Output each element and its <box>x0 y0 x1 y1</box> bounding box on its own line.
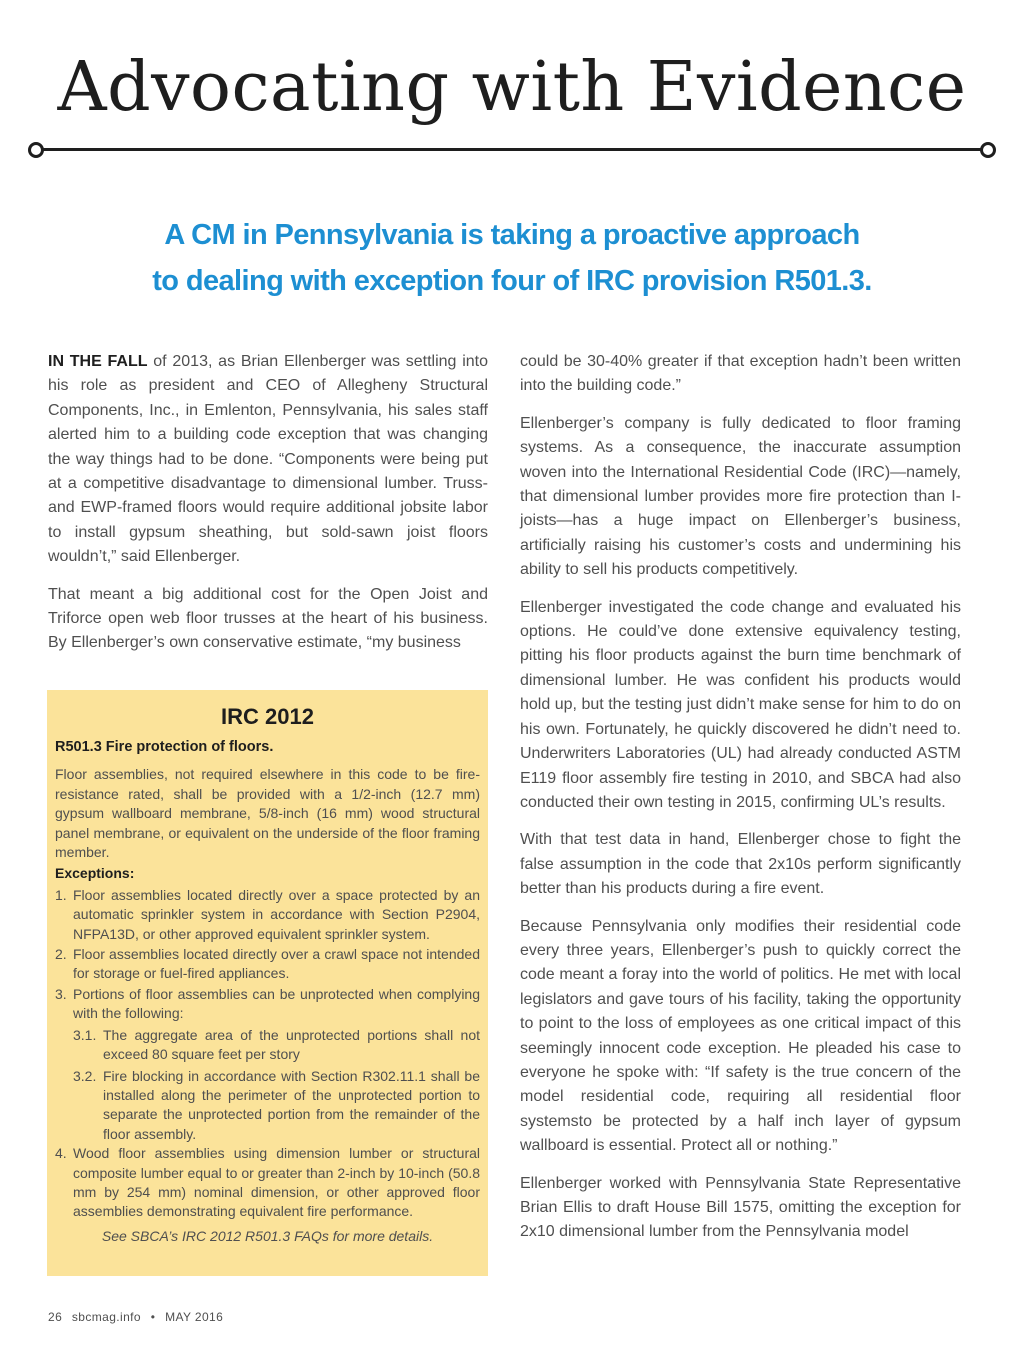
exception-number: 3. <box>55 985 67 1002</box>
right-paragraph-6: Ellenberger worked with Pennsylvania State Representative Brian Ellis to draft House Bill 1575, omitting the exception for 2x10 dimensional lumber from the Pennsylvania model <box>520 1174 961 1241</box>
footer-site: sbcmag.info <box>71 1310 141 1324</box>
article-deck <box>60 212 964 304</box>
sidebar-subtitle: R501.3 Fire protection of floors. <box>55 739 274 755</box>
right-paragraph-4: With that test data in hand, Ellenberger chose to fight the false assumption in the code that 2x10s perform significantly better than his products during a fire event. <box>520 831 961 898</box>
exceptions-list <box>55 886 480 1222</box>
irc-sidebar <box>47 690 488 1276</box>
sidebar-footnote: See SBCA’s IRC 2012 R501.3 FAQs for more details. <box>101 1227 434 1244</box>
exception-sublist <box>55 1026 480 1144</box>
exception-text: Wood floor assemblies using dimension lumber or structural composite lumber equal to or greater than 2-inch by 10-inch (50.8 mm by 254 mm) nominal dimension, or other approved floor assemblies demonstrating equivalent fire performance. <box>73 1145 480 1220</box>
exception-item <box>55 1144 480 1222</box>
footer-separator: • <box>150 1310 156 1324</box>
exception-item <box>55 945 480 984</box>
page-footer <box>48 1310 229 1324</box>
deck-line-1: A CM in Pennsylvania is taking a proactive approach <box>164 219 860 251</box>
exception-number: 4. <box>55 1145 67 1162</box>
exception-subtext: The aggregate area of the unprotected portions shall not exceed 80 square feet per story <box>103 1026 480 1063</box>
exception-subitem <box>73 1067 480 1145</box>
exception-item <box>55 886 480 944</box>
exceptions-label: Exceptions: <box>55 865 135 882</box>
right-paragraph-5: Because Pennsylvania only modifies their residential code every three years, Ellenberger’s push to quickly correct the code meant a foray into the world of politics. He met with local legislators and gave tours of his facility, taking the opportunity to point to the loss of employees as one critical impact of this seemingly innocent code exception. He pleaded his case to everyone he spoke with: “If safety is the true concern of the model residential code, requiring all residential floor systemsto be protected by a half inch layer of gypsum wallboard is essential. Protect all or nothing.” <box>520 917 961 1155</box>
lead-in: IN THE FALL <box>48 353 148 370</box>
exception-number: 1. <box>55 886 67 903</box>
left-paragraph-1 <box>48 350 488 570</box>
right-column <box>520 350 961 1258</box>
exception-text: Floor assemblies located directly over a crawl space not intended for storage or fuel-fired appliances. <box>73 946 480 982</box>
exception-subnumber: 3.2. <box>73 1067 97 1084</box>
left-paragraph-1-text: of 2013, as Brian Ellenberger was settling into his role as president and CEO of Allegheny Structural Components, Inc., in Emlenton, Pennsylvania, his sales staff alerted him to a building code exception that was changing the way things had to be done. “Components were being put at a competitive disadvantage to dimensional lumber. Truss- and EWP-framed floors would require additional jobsite labor to install gypsum sheathing, but sold-sawn joist floors wouldn’t,” said Ellenberger. <box>48 353 488 566</box>
right-paragraph-3: Ellenberger investigated the code change and evaluated his options. He could’ve done extensive equivalency testing, pitting his floor products against the burn time benchmark of dimensional lumber. He was confident his products would hold up, but the testing just didn’t make sense for him to do on his own. Fortunately, he quickly discovered he didn’t need to. Underwriters Laboratories (UL) had already conducted ASTM E119 floor assembly fire testing in 2010, and SBCA had also conducted their own testing in 2015, confirming UL’s results. <box>520 598 961 811</box>
title-divider <box>28 140 996 160</box>
exception-subtext: Fire blocking in accordance with Section R302.11.1 shall be installed along the perimeter of the unprotected portion to separate the unprotected portion from the remainder of the floor assembly. <box>103 1067 480 1142</box>
right-paragraph-2: Ellenberger’s company is fully dedicated to floor framing systems. As a consequence, the inaccurate assumption woven into the International Residential Code (IRC)—namely, that dimensional lumber provides more fire protection than I-joists—has a huge impact on Ellenberger’s business, artificially raising his customer’s costs and undermining his ability to sell his products competitively. <box>520 414 961 579</box>
deck-line-2: to dealing with exception four of IRC provision R501.3. <box>152 265 872 297</box>
exception-text: Floor assemblies located directly over a space protected by an automatic sprinkler system in accordance with Section P2904, NFPA13D, or other approved equivalent sprinkler system. <box>73 886 480 942</box>
sidebar-title: IRC 2012 <box>221 704 314 729</box>
right-paragraph-1: could be 30-40% greater if that exception hadn’t been written into the building code.” <box>520 353 961 395</box>
exception-text: Portions of floor assemblies can be unprotected when complying with the following: <box>73 985 480 1022</box>
exception-subnumber: 3.1. <box>73 1026 97 1043</box>
sidebar-body: Floor assemblies, not required elsewhere in this code to be fire-resistance rated, shall be provided with a 1/2-inch (12.7 mm) gypsum wallboard membrane, 5/8-inch (16 mm) wood structural panel membrane, or equivalent on the underside of the floor framing member. <box>55 766 480 861</box>
page-title: Advocating with Evidence <box>57 48 967 127</box>
exception-number: 2. <box>55 946 67 963</box>
divider-end-circle-left <box>28 142 44 158</box>
left-paragraph-2: That meant a big additional cost for the Open Joist and Triforce open web floor trusses at the heart of his business. By Ellenberger’s own conservative estimate, “my business <box>48 585 488 652</box>
left-column <box>48 350 488 669</box>
footer-issue: MAY 2016 <box>165 1310 224 1324</box>
divider-end-circle-right <box>980 142 996 158</box>
exception-subitem <box>73 1026 480 1065</box>
divider-line <box>38 148 986 151</box>
exception-item <box>55 985 480 1024</box>
page-number: 26 <box>48 1310 63 1324</box>
